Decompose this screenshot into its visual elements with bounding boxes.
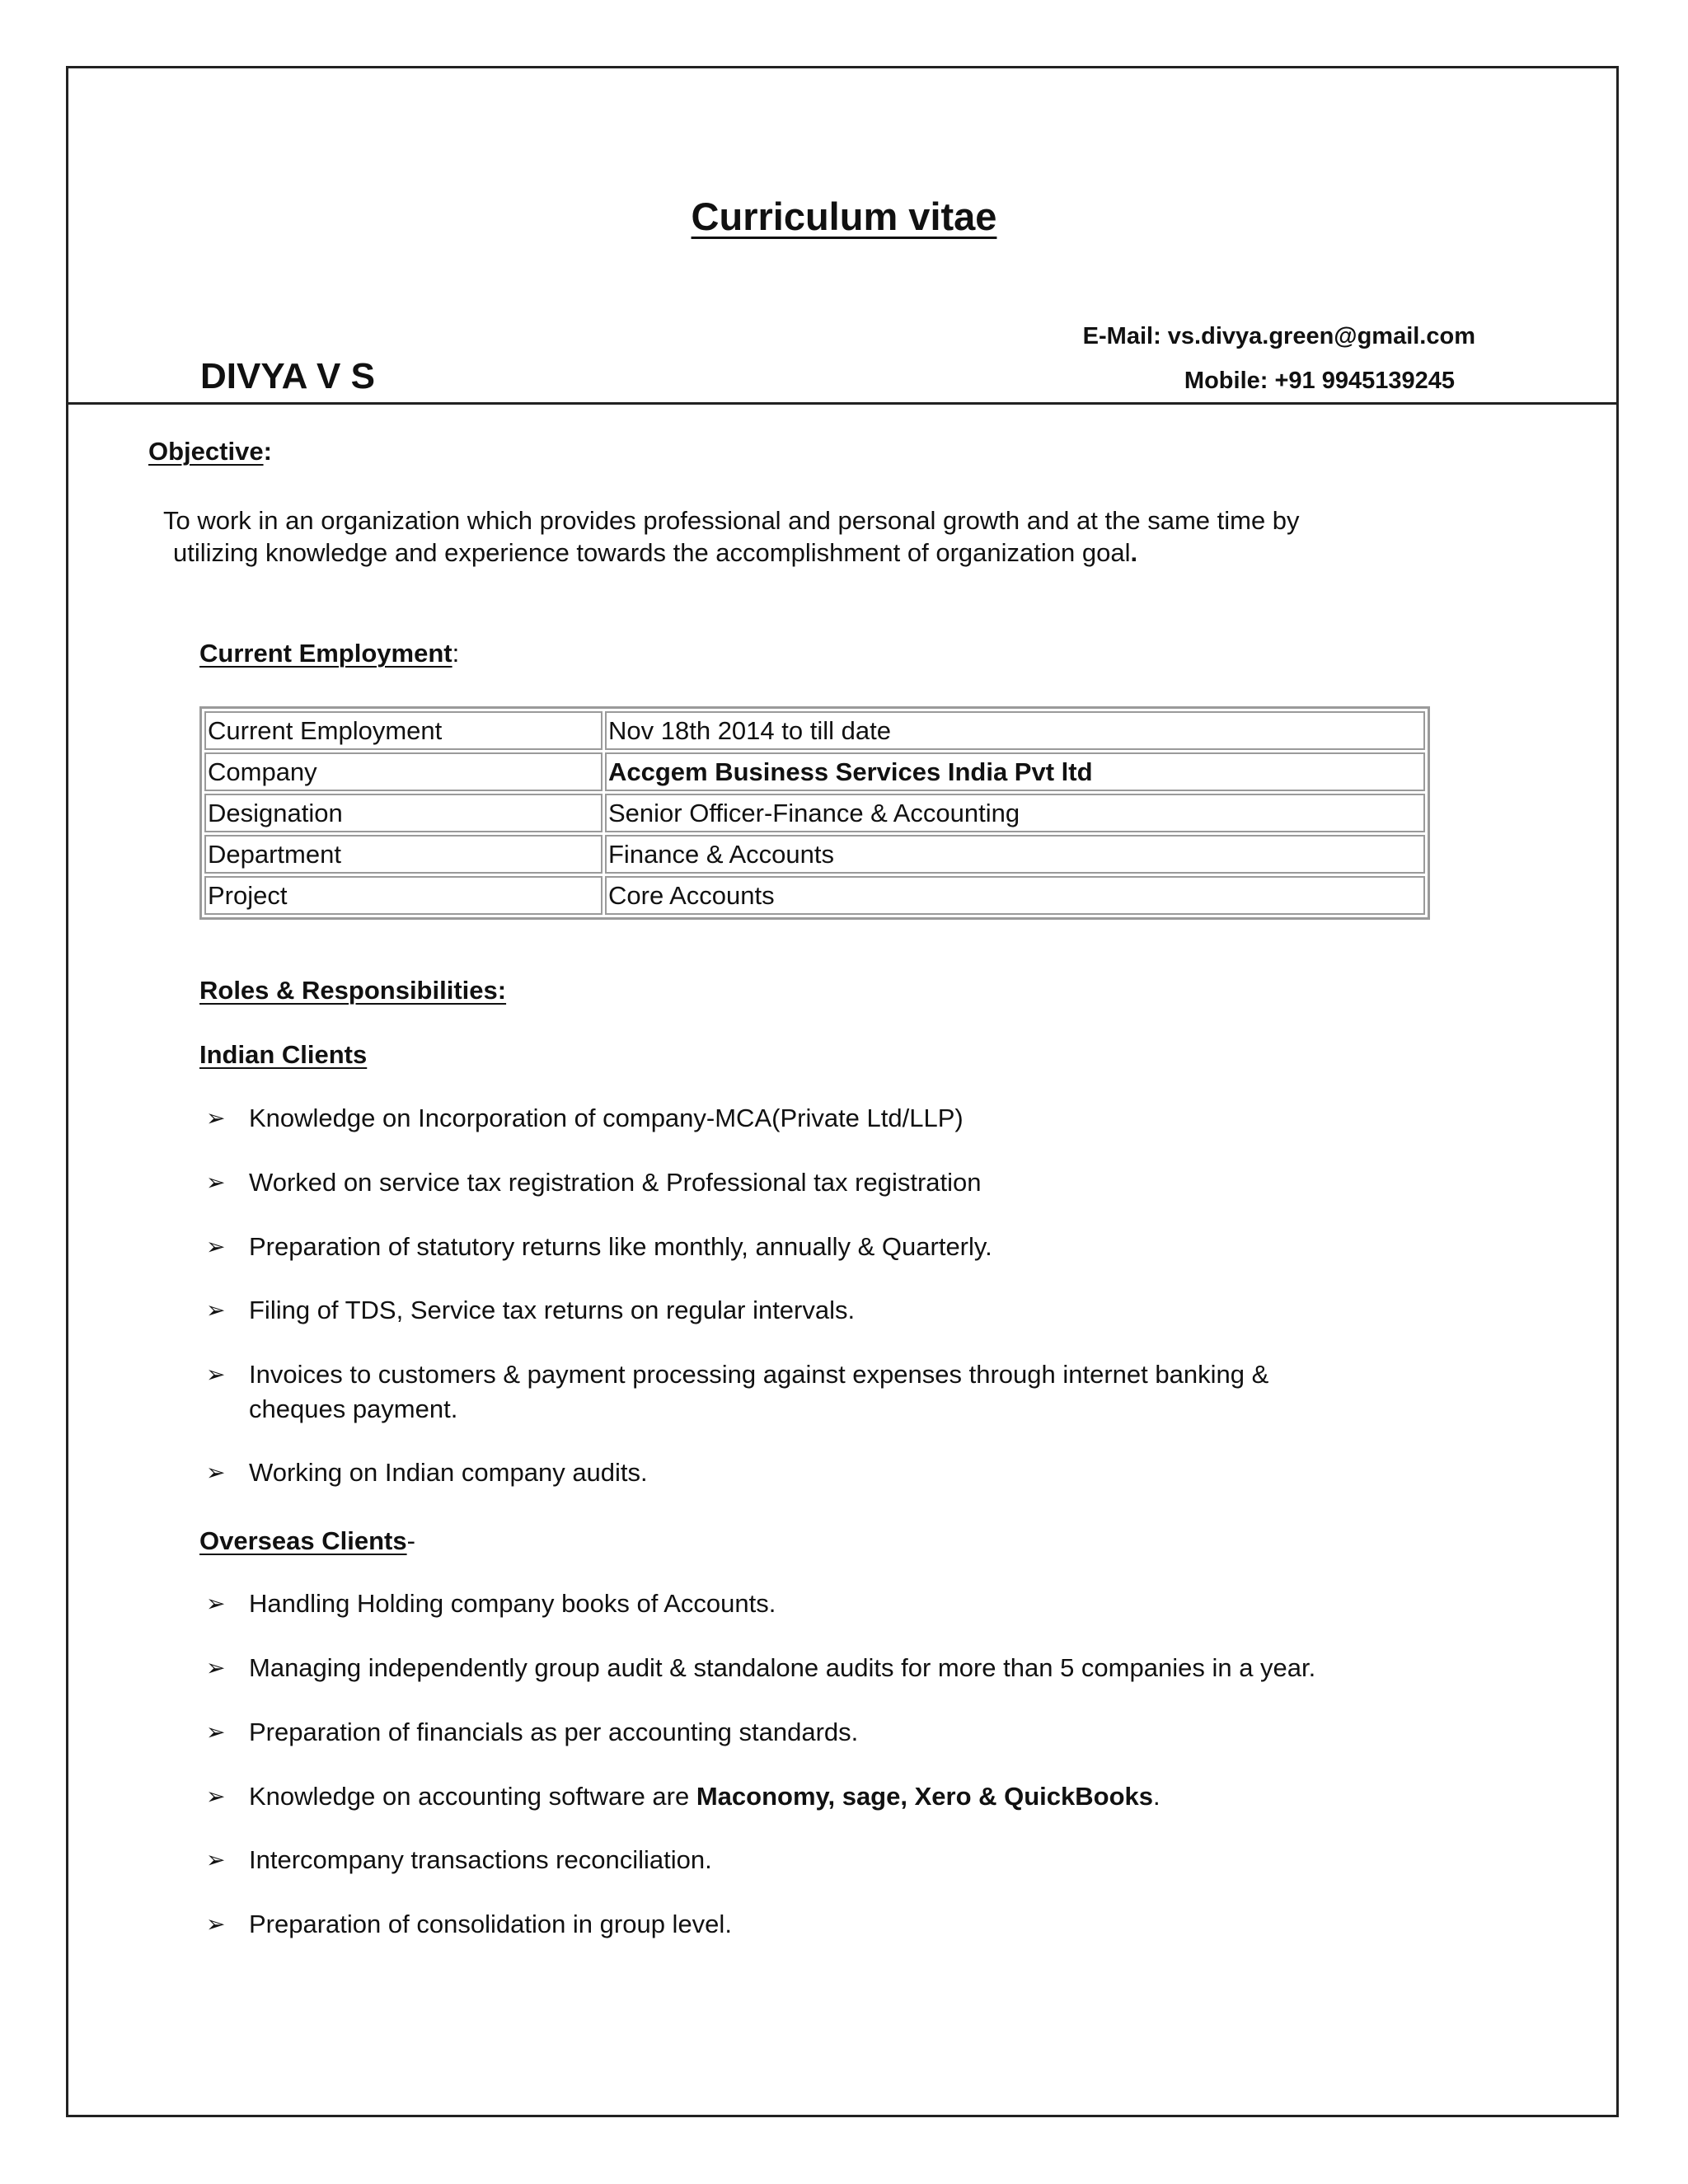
table-row — [204, 876, 1425, 915]
arrow-bullet-icon: ➢ — [206, 1169, 226, 1195]
list-item: ➢ Intercompany transactions reconciliation. — [249, 1843, 1485, 1877]
indian-clients-heading: Indian Clients — [199, 1040, 368, 1069]
arrow-bullet-icon: ➢ — [206, 1911, 226, 1937]
document-title: Curriculum vitae — [691, 194, 997, 238]
header-divider — [66, 402, 1619, 405]
table-cell-key: Designation — [204, 794, 603, 832]
list-item: ➢ Preparation of financials as per accounting standards. — [249, 1715, 1485, 1750]
table-cell-key: Company — [204, 752, 603, 791]
roles-heading: Roles & Responsibilities: — [199, 976, 507, 1005]
arrow-bullet-icon: ➢ — [206, 1234, 226, 1259]
objective-line-2: utilizing knowledge and experience towards the accomplishment of organization goal. — [173, 538, 1138, 567]
arrow-bullet-icon: ➢ — [206, 1591, 226, 1616]
list-item: ➢ Preparation of statutory returns like monthly, annually & Quarterly. — [249, 1230, 1485, 1264]
document-title-wrap — [0, 194, 1688, 239]
list-item: ➢ Knowledge on Incorporation of company-MCA(Private Ltd/LLP) — [249, 1101, 1485, 1136]
arrow-bullet-icon: ➢ — [206, 1655, 226, 1680]
employment-table — [199, 706, 1430, 920]
list-item: ➢ Filing of TDS, Service tax returns on regular intervals. — [249, 1293, 1485, 1328]
arrow-bullet-icon: ➢ — [206, 1361, 226, 1387]
list-item: ➢ Preparation of consolidation in group level. — [249, 1907, 1485, 1942]
table-row — [204, 752, 1425, 791]
objective-text — [163, 504, 1416, 569]
table-row — [204, 794, 1425, 832]
table-cell-value: Finance & Accounts — [605, 835, 1425, 874]
arrow-bullet-icon: ➢ — [206, 1297, 226, 1323]
table-cell-value: Nov 18th 2014 to till date — [605, 711, 1425, 750]
table-row — [204, 711, 1425, 750]
arrow-bullet-icon: ➢ — [206, 1783, 226, 1809]
list-item: ➢ Invoices to customers & payment processing against expenses through internet banking & cheques payment. — [249, 1357, 1485, 1427]
mobile-contact: Mobile: +91 9945139245 — [1184, 368, 1455, 394]
objective-heading: Objective: — [148, 437, 272, 466]
table-row — [204, 835, 1425, 874]
list-item: ➢ Handling Holding company books of Accounts. — [249, 1586, 1485, 1621]
table-cell-key: Project — [204, 876, 603, 915]
table-cell-value: Core Accounts — [605, 876, 1425, 915]
candidate-name: DIVYA V S — [200, 356, 375, 396]
arrow-bullet-icon: ➢ — [206, 1460, 226, 1485]
table-cell-value: Senior Officer-Finance & Accounting — [605, 794, 1425, 832]
objective-line-1: To work in an organization which provides professional and personal growth and at the same time by — [163, 506, 1300, 535]
table-cell-value: Accgem Business Services India Pvt ltd — [605, 752, 1425, 791]
overseas-clients-heading: Overseas Clients- — [199, 1526, 415, 1555]
employment-heading: Current Employment: — [199, 639, 460, 668]
list-item: ➢ Knowledge on accounting software are Maconomy, sage, Xero & QuickBooks. — [249, 1779, 1485, 1814]
email-contact: E-Mail: vs.divya.green@gmail.com — [1082, 323, 1475, 349]
table-cell-key: Current Employment — [204, 711, 603, 750]
list-item: ➢ Working on Indian company audits. — [249, 1455, 1485, 1490]
arrow-bullet-icon: ➢ — [206, 1847, 226, 1872]
list-item: ➢ Worked on service tax registration & Professional tax registration — [249, 1165, 1485, 1200]
list-item: ➢ Managing independently group audit & standalone audits for more than 5 companies in a year. — [249, 1651, 1485, 1685]
arrow-bullet-icon: ➢ — [206, 1719, 226, 1745]
table-cell-key: Department — [204, 835, 603, 874]
arrow-bullet-icon: ➢ — [206, 1105, 226, 1131]
